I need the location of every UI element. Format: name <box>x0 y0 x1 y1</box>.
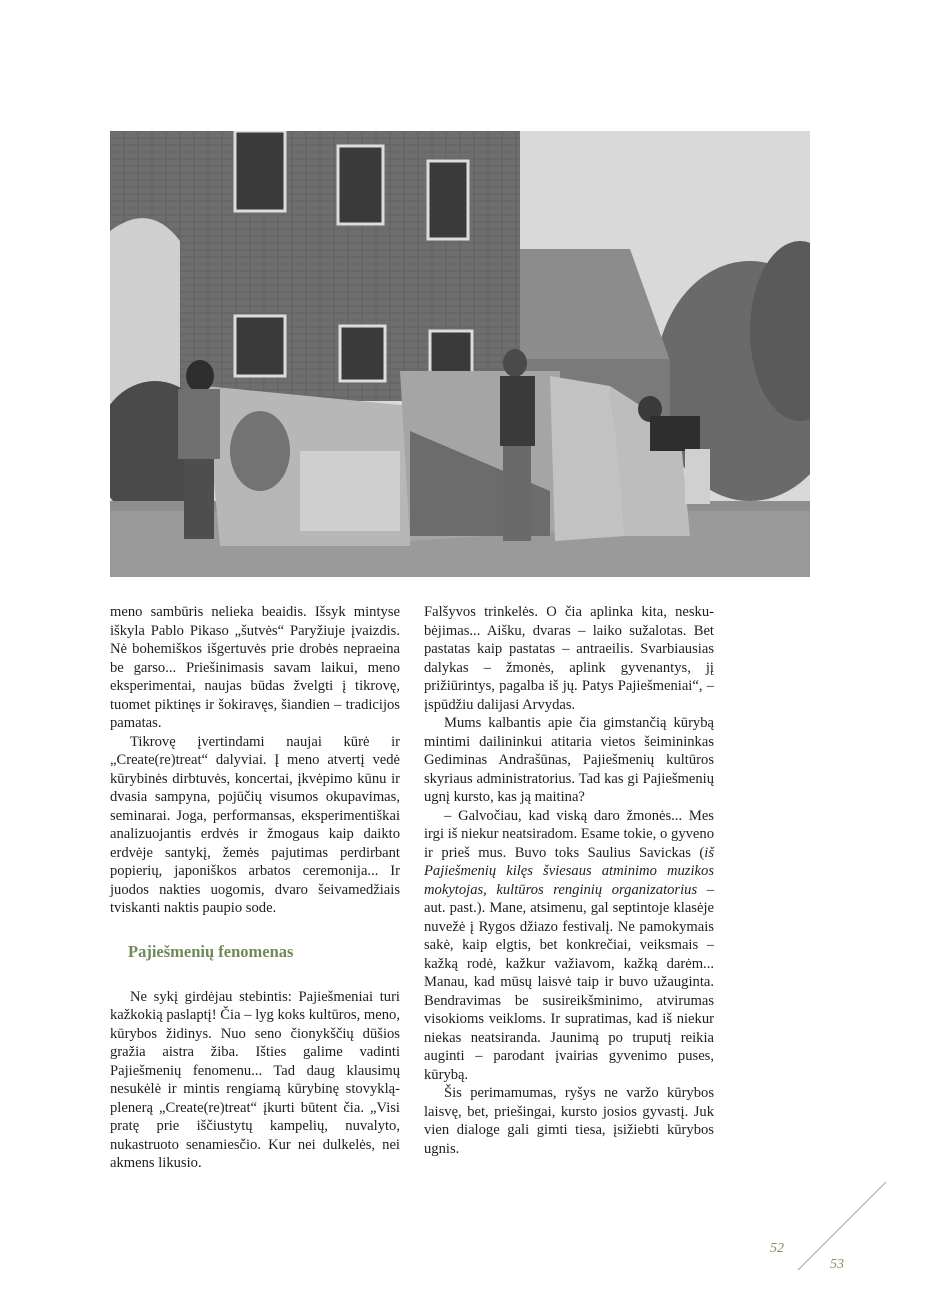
paragraph: Falšyvos trinkelės. O čia aplinka kita, neskubėjimas... Aišku, dvaras – laiko sužalotas. Bet pastatas kaip pastatas – antraeilis. Svarbiausias dalykas – žmonės, aplink gyvenantys, jį prižiūrintys, pagalba iš jų. Patys Pajiešmeniai“, – įspūdžiu dalijasi Arvydas. <box>424 604 714 713</box>
paragraph: Mums kalbantis apie čia gimstančią kūrybą mintimi dailininkui atitaria vietos šeimininkas Gediminas Andrašūnas, Pajiešmenių kultūros skyriaus administratorius. Tad kas gi Pajiešmenių ugnį kursto, kas ją maitina? <box>424 715 714 805</box>
text-run: – Galvočiau, kad viską daro žmonės... Mes irgi iš niekur neatsiradom. Esame tokie, o gyveno ir prieš mus. Buvo toks Saulius Savickas ( <box>424 807 714 861</box>
left-text-column <box>110 603 400 1173</box>
italic-aside: iš Pajiešmenių kilęs šviesaus atminimo muzikos mokytojas, kultūros renginių organizatorius <box>424 844 714 898</box>
paragraph: Ne sykį girdėjau stebintis: Pajiešmeniai turi kažkokią paslaptį! Čia – lyg koks kultūros, meno, kūrybos židinys. Nuo seno čionykščių dūšios gražia aistra žiba. Išties galime vadinti Pajiešmenių fenomenu... Tad daug klausimų nesukėlė ir mintis rengiamą kūrybinę stovyklą-plenerą „Create(re)treat“ įkurti būtent čia. „Visi pratę prie iščiustytų kampelių, nuvalyto, nukastruoto senamiesčio. Kur nei dulkelės, nei akmens likusio. <box>110 988 400 1171</box>
paragraph <box>424 807 714 1085</box>
paragraph: Tikrovę įvertindami naujai kūrė ir „Create(re)treat“ dalyviai. Į meno atvertį vedė kūrybinės dirbtuvės, koncertai, įkvėpimo kūnu ir dvasia sampyna, pojūčių visumos okupavimas, seminarai. Joga, performansas, eksperimentiškai analizuojantis erdvės ir žmogaus kaip daikto erdvėje santykį, žemės pajutimas perdirbant popierių, japoniškos arbatos ceremonija... Ir juodos nakties uogomis, dvaro šeivamedžiais tviskanti naktis paupio sode. <box>110 733 400 916</box>
paragraph: Šis perimamumas, ryšys ne varžo kūrybos laisvę, bet, priešingai, kursto josios gyvastį. Juk vien dialoge gali gimti tiesa, įsižiebti kūrybos ugnis. <box>424 1085 714 1157</box>
section-heading: Pajiešmenių fenomenas <box>128 941 294 961</box>
photo-illustration <box>110 131 810 577</box>
page-number-right: 53 <box>830 1257 844 1272</box>
right-text-column <box>424 603 714 1158</box>
paragraph: meno sambūris nelieka beaidis. Išsyk mintyse iškyla Pablo Pikaso „šutvės“ Paryžiuje įvaizdis. Nė bohemiškos išgertuvės prie drobės nepraeina be garso... Priešinimasis savam laikui, meno eksperimentai, naujas būdas žvelgti į tikrovę, tuomet piktinęs ir šokiravęs, šiandien – tradicijos pamatas. <box>110 604 400 731</box>
text-run: – aut. past.). Mane, atsimenu, gal septintoje klasėje nuvežė į Rygos džiazo festivalį. Ne pamokymais sakė, kaip elgtis, bet konkrečiai, veiksmais – kažką rodė, kažkur važiavom, kažką darėm... Manau, kad mūsų laisvė taip ir buvo užauginta. Bendravimas be susireikšminimo, atvirumas visokioms veikloms. Ir supratimas, kad iš niekur niekas neatsiranda. Jaunimą po truputį reikia auginti – parodant įvairias gyvenimo puses, kūrybą. <box>424 881 714 1083</box>
page-number-left: 52 <box>770 1241 784 1256</box>
article-photo <box>110 131 810 577</box>
